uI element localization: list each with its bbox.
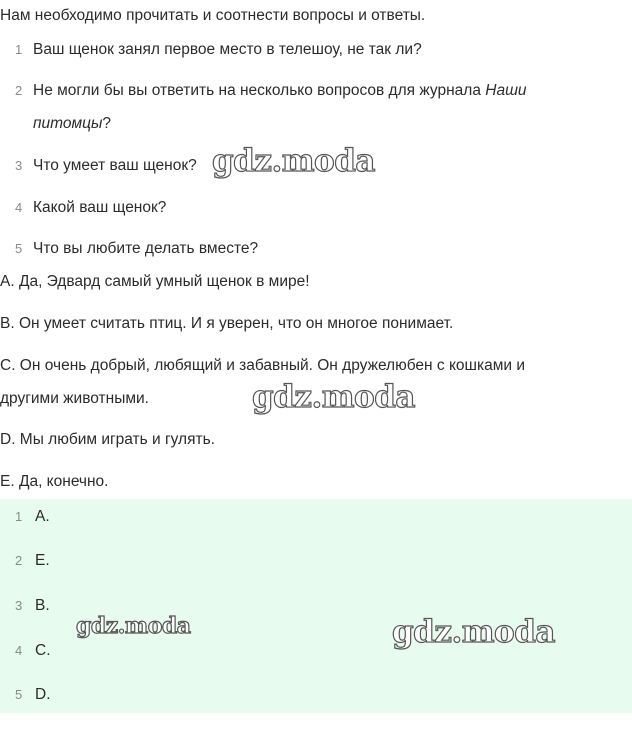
- option-c: C. Он очень добрый, любящий и забавный. Он дружелюбен с кошками и: [0, 357, 525, 374]
- magazine-title-part: питомцы: [33, 115, 103, 132]
- watermark: gdz.moda: [252, 379, 415, 415]
- answer-letter: D.: [35, 686, 51, 703]
- answer-number: 2: [15, 553, 23, 568]
- question-number: 3: [15, 158, 23, 173]
- question-number: 2: [15, 83, 23, 98]
- question-number: 1: [15, 42, 23, 57]
- answer-letter: B.: [35, 597, 50, 614]
- question-number: 5: [15, 241, 23, 256]
- answers-panel: [0, 499, 632, 713]
- question-text-continued: [33, 114, 111, 134]
- watermark: gdz.moda: [212, 143, 375, 179]
- question-text: Что умеет ваш щенок?: [33, 157, 197, 174]
- answer-letter: E.: [35, 552, 50, 569]
- option-b: B. Он умеет считать птиц. И я уверен, что он многое понимает.: [0, 315, 454, 332]
- option-c-continued: другими животными.: [0, 390, 149, 407]
- question-text: Что вы любите делать вместе?: [33, 240, 259, 257]
- instruction-text: Нам необходимо прочитать и соотнести вопросы и ответы.: [0, 7, 426, 24]
- answer-number: 1: [15, 509, 23, 524]
- option-e: E. Да, конечно.: [0, 473, 109, 490]
- question-number: 4: [15, 200, 23, 215]
- question-text: [33, 81, 527, 101]
- question-text: Какой ваш щенок?: [33, 199, 167, 216]
- question-text: Ваш щенок занял первое место в телешоу, не так ли?: [33, 41, 422, 58]
- question-mark: ?: [102, 115, 112, 132]
- answer-letter: C.: [35, 642, 51, 659]
- question-text-part: Не могли бы вы ответить на несколько вопросов для журнала: [33, 82, 486, 99]
- answer-letter: A.: [35, 508, 50, 525]
- answer-number: 5: [15, 687, 23, 702]
- answer-number: 4: [15, 643, 23, 658]
- watermark: gdz.moda: [392, 614, 555, 650]
- option-d: D. Мы любим играть и гулять.: [0, 431, 215, 448]
- answer-number: 3: [15, 598, 23, 613]
- watermark: gdz.moda: [76, 613, 191, 639]
- magazine-title-part: Наши: [485, 82, 527, 99]
- option-a: A. Да, Эдвард самый умный щенок в мире!: [0, 273, 310, 290]
